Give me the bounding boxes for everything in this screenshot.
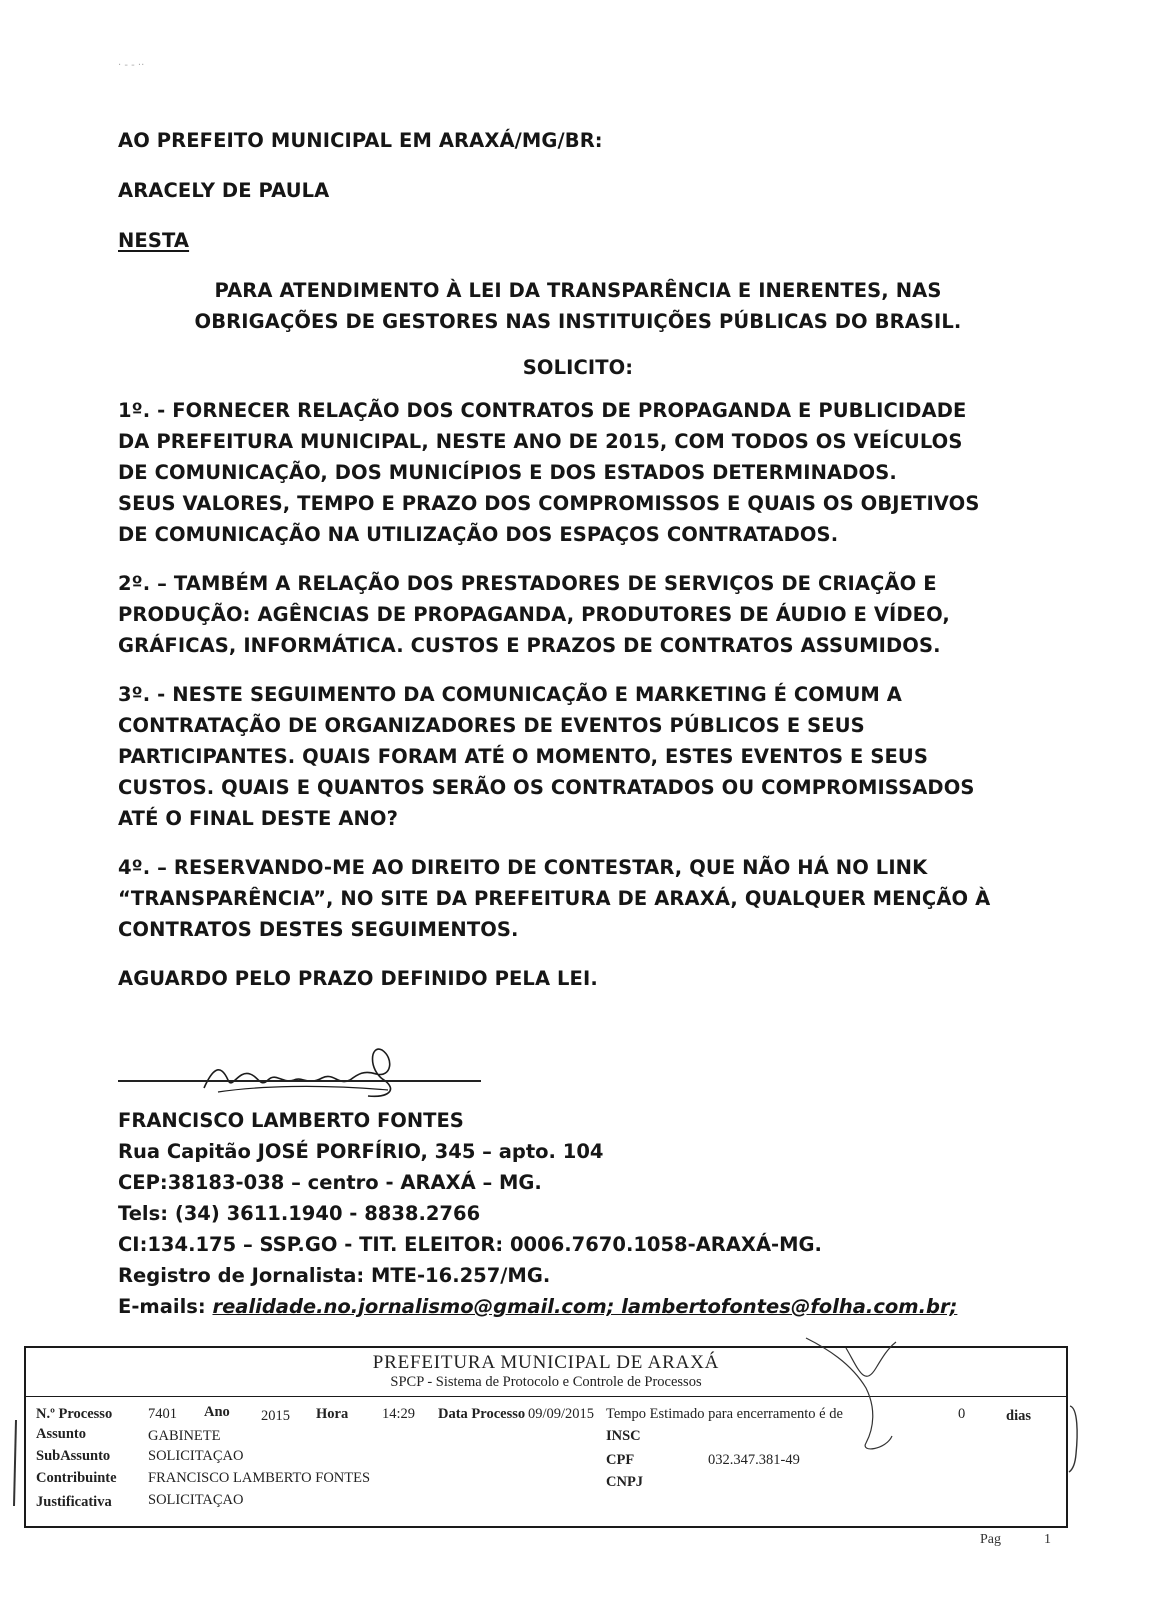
data-processo-value: 09/09/2015	[528, 1406, 595, 1422]
paragraph-line: 1º. - FORNECER RELAÇÃO DOS CONTRATOS DE PROPAGANDA E PUBLICIDADE	[118, 399, 967, 422]
paragraph-line: 4º. – RESERVANDO-ME AO DIREITO DE CONTESTAR, QUE NÃO HÁ NO LINK	[118, 856, 928, 879]
stamp-title: PREFEITURA MUNICIPAL DE ARAXÁ	[372, 1352, 720, 1373]
paragraph-line: ATÉ O FINAL DESTE ANO?	[118, 807, 399, 830]
emails-label: E-mails:	[118, 1295, 213, 1318]
emails-link[interactable]: realidade.no.jornalismo@gmail.com; lambertofontes@folha.com.br;	[212, 1295, 958, 1318]
bracket-mark-icon	[1066, 1404, 1082, 1474]
assunto-label: Assunto	[36, 1426, 86, 1442]
contribuinte-value: FRANCISCO LAMBERTO FONTES	[148, 1470, 371, 1486]
intro-block	[118, 275, 1038, 337]
paragraph-3	[118, 679, 1038, 834]
paragraph-line: 2º. – TAMBÉM A RELAÇÃO DOS PRESTADORES DE SERVIÇOS DE CRIAÇÃO E	[118, 572, 937, 595]
solicito-label: SOLICITO:	[522, 356, 634, 379]
signer-tels: Tels: (34) 3611.1940 - 8838.2766	[118, 1202, 481, 1225]
addressee-name: ARACELY DE PAULA	[118, 179, 330, 202]
cnpj-label: CNPJ	[606, 1474, 644, 1490]
tempo-value: 0	[958, 1406, 966, 1422]
assunto-value: GABINETE	[148, 1428, 221, 1444]
hora-label: Hora	[316, 1406, 349, 1422]
paragraph-line: SEUS VALORES, TEMPO E PRAZO DOS COMPROMISSOS E QUAIS OS OBJETIVOS	[118, 492, 980, 515]
page-label: Pag	[980, 1532, 1001, 1547]
signature-line	[118, 1080, 481, 1082]
paragraph-line: PARTICIPANTES. QUAIS FORAM ATÉ O MOMENTO, ESTES EVENTOS E SEUS	[118, 745, 928, 768]
dias-label: dias	[1006, 1408, 1031, 1424]
paragraph-line: CONTRATAÇÃO DE ORGANIZADORES DE EVENTOS PÚBLICOS E SEUS	[118, 714, 865, 737]
paragraph-line: CONTRATOS DESTES SEGUIMENTOS.	[118, 918, 519, 941]
contribuinte-label: Contribuinte	[36, 1470, 117, 1486]
paragraph-1	[118, 395, 1038, 550]
signer-emails	[118, 1291, 957, 1322]
data-processo-label: Data Processo	[438, 1406, 526, 1422]
paragraph-2	[118, 568, 1038, 661]
handwritten-check-icon	[796, 1328, 906, 1458]
processo-label: N.º Processo	[36, 1406, 113, 1422]
subassunto-label: SubAssunto	[36, 1448, 111, 1464]
ano-value: 2015	[261, 1408, 290, 1424]
processo-value: 7401	[148, 1406, 177, 1422]
paragraph-line: “TRANSPARÊNCIA”, NO SITE DA PREFEITURA DE ARAXÁ, QUALQUER MENÇÃO À	[118, 887, 991, 910]
signer-ci: CI:134.175 – SSP.GO - TIT. ELEITOR: 0006.7670.1058-ARAXÁ-MG.	[118, 1233, 822, 1256]
paragraph-line: GRÁFICAS, INFORMÁTICA. CUSTOS E PRAZOS DE CONTRATOS ASSUMIDOS.	[118, 634, 941, 657]
subassunto-value: SOLICITAÇAO	[148, 1448, 244, 1464]
signer-name: FRANCISCO LAMBERTO FONTES	[118, 1109, 464, 1132]
scan-margin-mark-icon	[8, 1418, 22, 1508]
ano-label: Ano	[204, 1404, 230, 1420]
cpf-value: 032.347.381-49	[708, 1452, 800, 1468]
justificativa-value: SOLICITAÇAO	[148, 1492, 244, 1508]
signature-area	[118, 1040, 638, 1110]
intro-line: PARA ATENDIMENTO À LEI DA TRANSPARÊNCIA E INERENTES, NAS	[214, 279, 942, 302]
closing-line: AGUARDO PELO PRAZO DEFINIDO PELA LEI.	[118, 967, 598, 990]
signer-address: Rua Capitão JOSÉ PORFÍRIO, 345 – apto. 104	[118, 1140, 604, 1163]
paragraph-line: PRODUÇÃO: AGÊNCIAS DE PROPAGANDA, PRODUTORES DE ÁUDIO E VÍDEO,	[118, 603, 950, 626]
signer-block	[118, 1105, 957, 1322]
protocol-stamp	[24, 1346, 1068, 1528]
letter-body	[118, 125, 1038, 994]
nesta-label: NESTA	[118, 229, 190, 252]
paragraph-line: CUSTOS. QUAIS E QUANTOS SERÃO OS CONTRATADOS OU COMPROMISSADOS	[118, 776, 975, 799]
signer-registro: Registro de Jornalista: MTE-16.257/MG.	[118, 1264, 551, 1287]
paragraph-line: DE COMUNICAÇÃO, DOS MUNICÍPIOS E DOS ESTADOS DETERMINADOS.	[118, 461, 897, 484]
hora-value: 14:29	[382, 1406, 416, 1422]
page-number: 1	[1044, 1532, 1051, 1547]
paragraph-line: DA PREFEITURA MUNICIPAL, NESTE ANO DE 2015, COM TODOS OS VEÍCULOS	[118, 430, 963, 453]
justificativa-label: Justificativa	[36, 1494, 112, 1510]
paragraph-4	[118, 852, 1038, 945]
stamp-divider	[26, 1396, 1066, 1397]
signer-cep: CEP:38183-038 – centro - ARAXÁ – MG.	[118, 1171, 542, 1194]
cpf-label: CPF	[606, 1452, 635, 1468]
paragraph-line: DE COMUNICAÇÃO NA UTILIZAÇÃO DOS ESPAÇOS CONTRATADOS.	[118, 523, 839, 546]
signature-icon	[198, 1040, 438, 1110]
intro-line: OBRIGAÇÕES DE GESTORES NAS INSTITUIÇÕES PÚBLICAS DO BRASIL.	[194, 310, 962, 333]
scan-speck-icon: · - - ··	[118, 60, 145, 71]
paragraph-line: 3º. - NESTE SEGUIMENTO DA COMUNICAÇÃO E MARKETING É COMUM A	[118, 683, 902, 706]
tempo-label: Tempo Estimado para encerramento é de	[606, 1406, 843, 1422]
stamp-subtitle: SPCP - Sistema de Protocolo e Controle de Processos	[390, 1374, 702, 1390]
addressee: AO PREFEITO MUNICIPAL EM ARAXÁ/MG/BR:	[118, 129, 603, 152]
insc-label: INSC	[606, 1428, 641, 1444]
solicito-heading	[118, 352, 1038, 383]
